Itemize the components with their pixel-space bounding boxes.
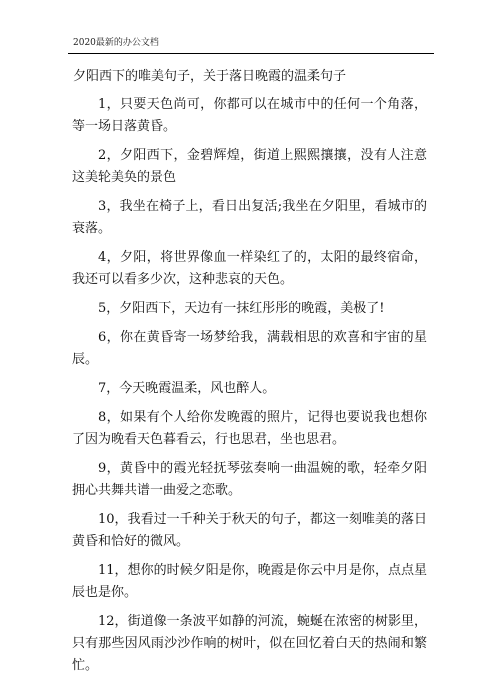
paragraph: 4，夕阳，将世界像血一样染红了的，太阳的最终宿命，我还可以看多少次，这种悲哀的天色。: [72, 250, 427, 287]
paragraph: 6，你在黄昏寄一场梦给我，满载相思的欢喜和宇宙的星辰。: [72, 330, 427, 367]
header-divider: [68, 53, 434, 54]
paragraph: 2，夕阳西下，金碧辉煌，街道上熙熙攘攘，没有人注意这美轮美奂的景色: [72, 148, 427, 185]
paragraph: 5，夕阳西下，天边有一抹红彤彤的晚霞，美极了!: [98, 301, 385, 316]
paragraph: 3，我坐在椅子上，看日出复活;我坐在夕阳里，看城市的衰落。: [72, 199, 427, 236]
paragraph: 8，如果有个人给你发晚霞的照片，记得也要说我也想你了因为晚看天色暮看云，行也思君，坐也思君。: [72, 410, 427, 447]
document-title: 夕阳西下的唯美句子，关于落日晚霞的温柔句子: [73, 69, 347, 84]
paragraph: 1，只要天色尚可，你都可以在城市中的任何一个角落，等一场日落黄昏。: [72, 97, 427, 134]
paragraph: 9，黄昏中的霞光轻抚琴弦奏响一曲温婉的歌，轻牵夕阳拥心共舞共谱一曲爱之恋歌。: [72, 461, 427, 498]
document-body: [72, 94, 427, 684]
header-label: 2020最新的办公文档: [73, 38, 159, 48]
paragraph: 11，想你的时候夕阳是你，晚霞是你云中月是你，点点星辰也是你。: [72, 563, 427, 600]
paragraph: 10，我看过一千种关于秋天的句子，都这一刻唯美的落日黄昏和恰好的微风。: [72, 512, 427, 549]
paragraph: 7，今天晚霞温柔，风也醉人。: [98, 381, 276, 396]
paragraph: 12，街道像一条波平如静的河流，蜿蜒在浓密的树影里，只有那些因风雨沙沙作响的树叶，似在回忆着白天的热闹和繁忙。: [72, 614, 427, 673]
